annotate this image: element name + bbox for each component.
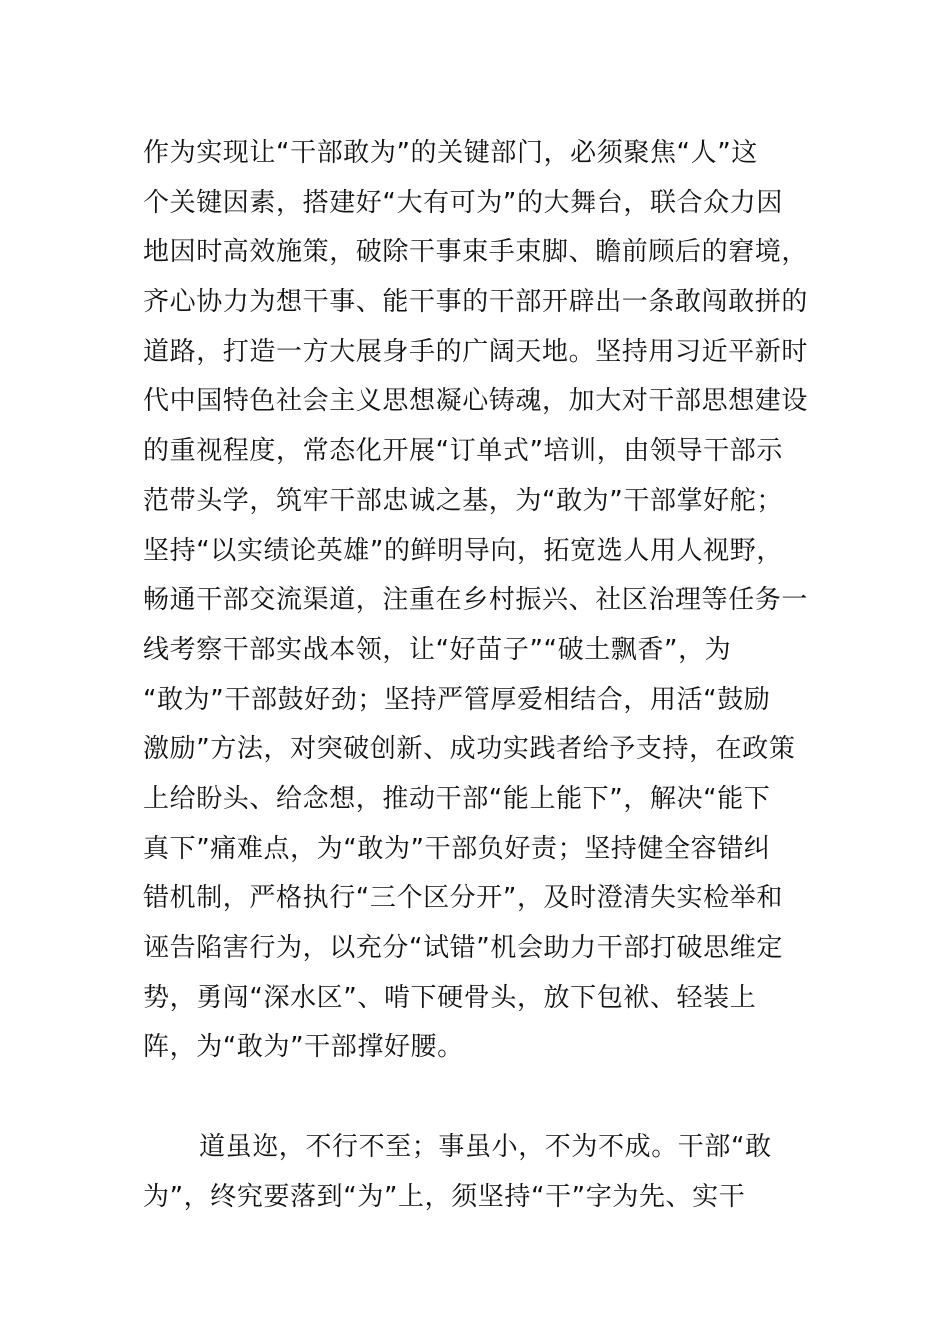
text-line: 齐心协力为想干事、能干事的干部开辟出一条敢闯敢拼的	[143, 287, 809, 318]
text-line: 诬告陷害行为，以充分“试错”机会助力干部打破思维定	[143, 933, 783, 963]
text-line: 畅通干部交流渠道，注重在乡村振兴、社区治理等任务一	[143, 585, 809, 616]
text-line: 为”，终究要落到“为”上，须坚持“干”字为先、实干	[143, 1181, 746, 1212]
text-line: 势，勇闯“深水区”、啃下硬骨头，放下包袱、轻装上	[143, 982, 757, 1013]
text-line: 上给盼头、给念想，推动干部“能上能下”，解决“能下	[143, 783, 771, 814]
text-line: 真下”痛难点，为“敢为”干部负好责；坚持健全容错纠	[143, 833, 771, 864]
text-line: “敢为”干部鼓好劲；坚持严管厚爱相结合，用活“鼓励	[143, 684, 771, 715]
text-line: 的重视程度，常态化开展“订单式”培训，由领导干部示	[143, 436, 783, 467]
text-line: 坚持“以实绩论英雄”的鲜明导向，拓宽选人用人视野，	[143, 535, 783, 566]
paragraph-2	[143, 1123, 807, 1222]
text-line: 线考察干部实战本领，让“好苗子”“破土飘香”，为	[143, 634, 732, 665]
text-line: 地因时高效施策，破除干事束手束脚、瞻前顾后的窘境，	[143, 237, 809, 268]
text-line: 错机制，严格执行“三个区分开”，及时澄清失实检举和	[143, 883, 783, 914]
text-line: 作为实现让“干部敢为”的关键部门，必须聚焦“人”这	[143, 138, 758, 168]
text-line: 阵，为“敢为”干部撑好腰。	[143, 1032, 464, 1063]
text-line: 范带头学，筑牢干部忠诚之基，为“敢为”干部掌好舵；	[143, 485, 783, 516]
text-line: 道路，打造一方大展身手的广阔天地。坚持用习近平新时	[143, 336, 809, 367]
paragraph-1	[143, 129, 807, 1073]
text-line: 代中国特色社会主义思想凝心铸魂，加大对干部思想建设	[143, 386, 809, 417]
text-line: 道虽迩，不行不至；事虽小，不为不成。干部“敢	[199, 1132, 772, 1162]
text-line: 个关键因素，搭建好“大有可为”的大舞台，联合众力因	[143, 187, 783, 218]
text-line: 激励”方法，对突破创新、成功实践者给予支持，在政策	[143, 734, 796, 765]
